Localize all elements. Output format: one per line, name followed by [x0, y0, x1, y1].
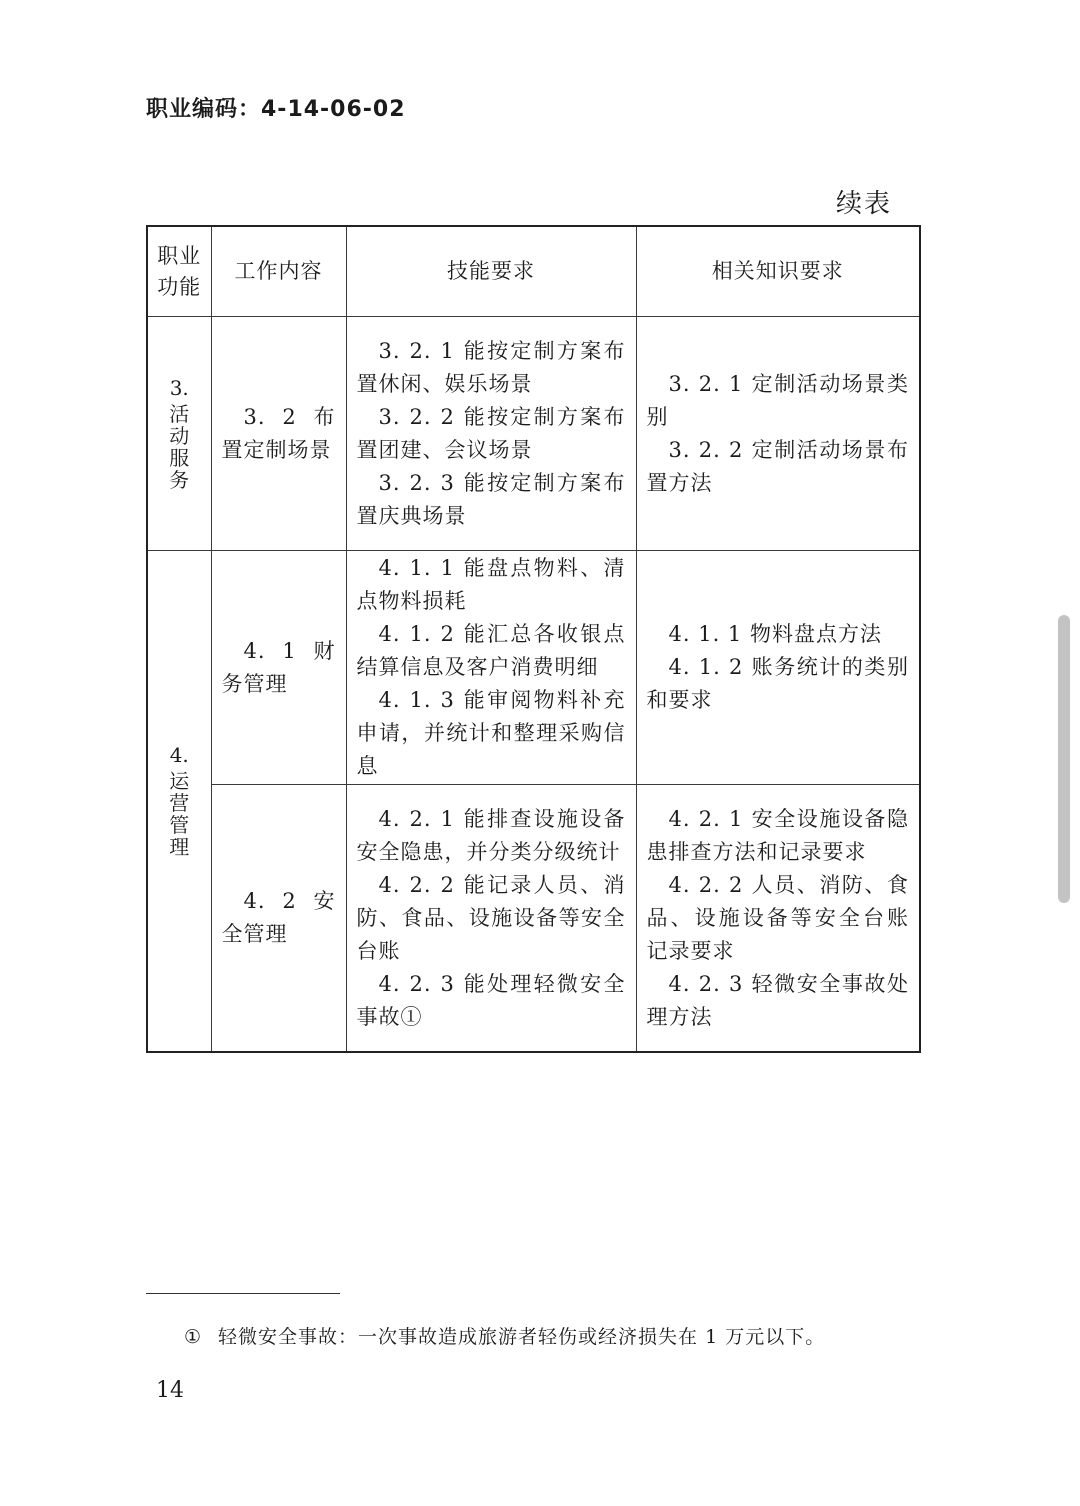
function-number: 3.: [169, 375, 189, 400]
knowledge-cell: [636, 551, 920, 785]
table-row: [147, 551, 920, 785]
knowledge-item: 4. 1. 2 账务统计的类别和要求: [646, 655, 909, 712]
knowledge-item: 3. 2. 2 定制活动场景布置方法: [646, 437, 909, 495]
header-work-content: 工作内容: [211, 226, 346, 317]
header-function-label: 职业功能: [157, 243, 202, 299]
table-row: [147, 317, 920, 551]
function-cell-4: [147, 551, 211, 1053]
skill-item: 4. 1. 3 能审阅物料补充申请，并统计和整理采购信息: [356, 688, 626, 778]
scrollbar-thumb[interactable]: [1058, 615, 1070, 903]
table-header-row: [147, 226, 920, 317]
skill-item: 4. 2. 2 能记录人员、消防、食品、设施设备等安全台账: [356, 872, 626, 963]
function-name: 活动服务: [169, 401, 190, 492]
continued-label: 续表: [835, 189, 892, 219]
skill-item: 3. 2. 3 能按定制方案布置庆典场景: [356, 470, 626, 528]
function-number: 4.: [169, 743, 189, 767]
knowledge-item: 4. 2. 3 轻微安全事故处理方法: [646, 971, 909, 1029]
header-knowledge-requirements: 相关知识要求: [636, 226, 920, 317]
skill-item: 4. 1. 1 能盘点物料、清点物料损耗: [356, 556, 626, 613]
header-function: [147, 226, 211, 317]
footnote: [184, 1322, 825, 1349]
work-content-text: 4. 2 安全管理: [221, 889, 336, 946]
function-cell-3: [147, 317, 211, 551]
occupation-code: 职业编码：4-14-06-02: [146, 97, 406, 122]
page-number: 14: [156, 1378, 184, 1403]
knowledge-item: 4. 2. 1 安全设施设备隐患排查方法和记录要求: [646, 806, 909, 864]
knowledge-cell: [636, 785, 920, 1053]
table-row: [147, 785, 920, 1053]
knowledge-cell: [636, 317, 920, 551]
knowledge-item: 4. 2. 2 人员、消防、食品、设施设备等安全台账记录要求: [646, 872, 909, 963]
skills-cell: [346, 317, 636, 551]
work-content-cell: [211, 551, 346, 785]
work-content-cell: [211, 317, 346, 551]
function-name: 运营管理: [169, 769, 190, 859]
footnote-text: 轻微安全事故：一次事故造成旅游者轻伤或经济损失在 1 万元以下。: [218, 1326, 826, 1348]
knowledge-item: 3. 2. 1 定制活动场景类别: [646, 371, 909, 429]
footnote-divider: [146, 1293, 340, 1294]
requirements-table: [146, 225, 919, 1053]
skill-item: 3. 2. 2 能按定制方案布置团建、会议场景: [356, 404, 626, 462]
header-skill-requirements: 技能要求: [346, 226, 636, 317]
knowledge-item: 4. 1. 1 物料盘点方法: [668, 622, 882, 646]
footnote-mark: ①: [184, 1326, 203, 1348]
skill-item: 4. 2. 3 能处理轻微安全事故①: [356, 971, 626, 1029]
skill-item: 4. 1. 2 能汇总各收银点结算信息及客户消费明细: [356, 622, 626, 679]
skills-cell: [346, 551, 636, 785]
skills-cell: [346, 785, 636, 1053]
work-content-text: 3. 2 布置定制场景: [221, 404, 336, 462]
skill-item: 4. 2. 1 能排查设施设备安全隐患，并分类分级统计: [356, 806, 626, 864]
work-content-text: 4. 1 财务管理: [221, 638, 336, 696]
work-content-cell: [211, 785, 346, 1053]
skill-item: 3. 2. 1 能按定制方案布置休闲、娱乐场景: [356, 338, 626, 396]
